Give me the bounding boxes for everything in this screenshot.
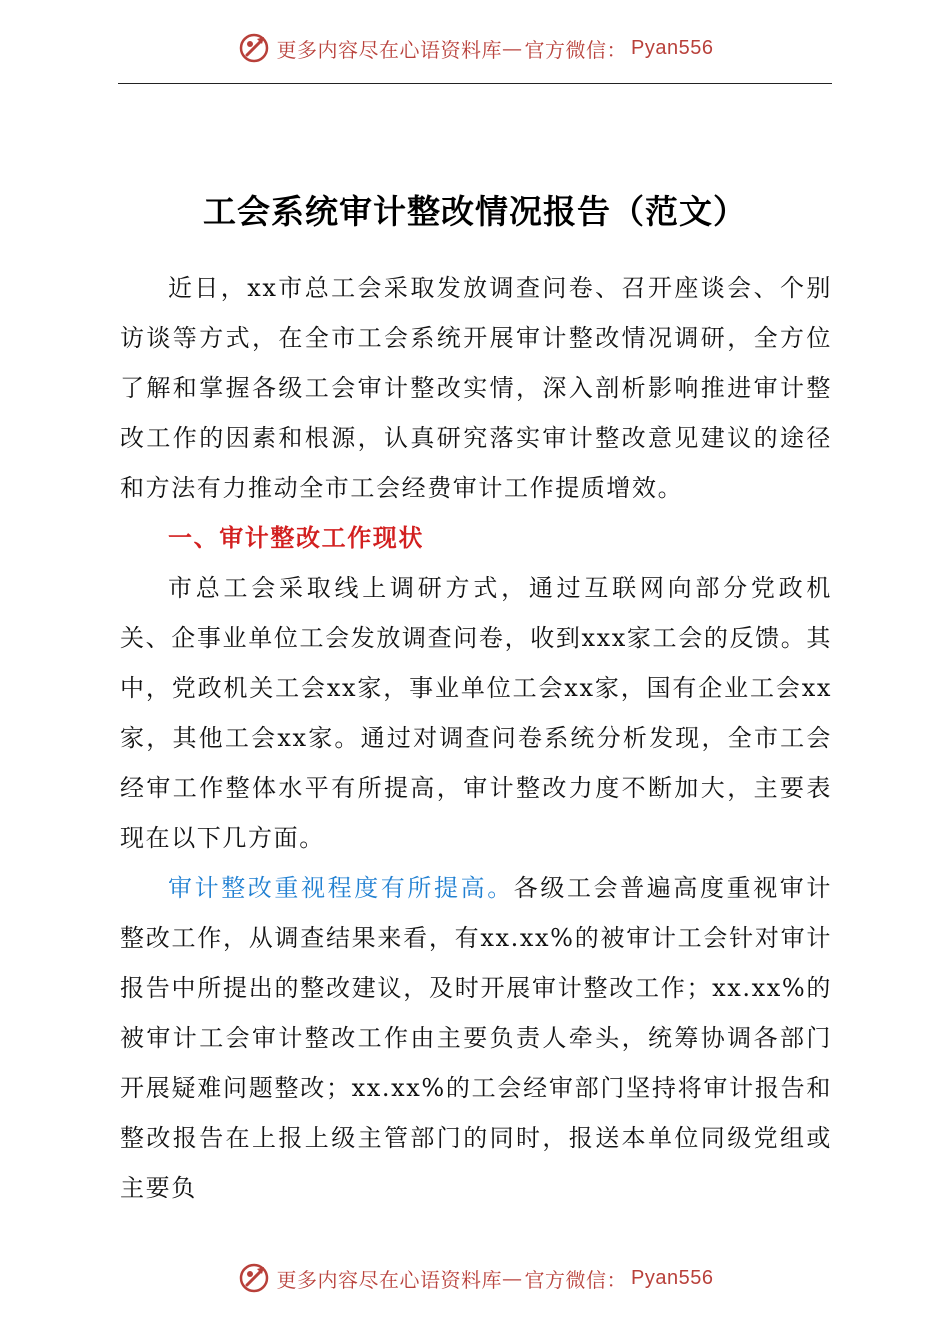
watermark-separator: — xyxy=(502,1266,523,1290)
section-heading-text: 一、审计整改工作现状 xyxy=(168,524,424,552)
watermark-handle: Pyan556 xyxy=(631,36,714,59)
section-heading xyxy=(120,513,832,563)
point-paragraph xyxy=(120,863,832,1213)
header-divider xyxy=(118,83,832,84)
watermark-separator: — xyxy=(502,36,523,60)
watermark-text: 更多内容尽在心语资料库 xyxy=(276,37,503,62)
footer-watermark xyxy=(0,1258,950,1298)
point-text: 各级工会普遍高度重视审计整改工作，从调查结果来看，有xx.xx%的被审计工会针对审计报告中所提出的整改建议，及时开展审计整改工作；xx.xx%的被审计工会审计整改工作由主要负责人牵头，统筹协调各部门开展疑难问题整改；xx.xx%的工会经审部门坚持将审计报告和整改报告在上报上级主管部门的同时，报送本单位同级党组或主要负 xyxy=(120,874,832,1202)
document-title: 工会系统审计整改情况报告（范文） xyxy=(203,192,747,231)
intro-paragraph: 近日，xx市总工会采取发放调查问卷、召开座谈会、个别访谈等方式，在全市工会系统开展审计整改情况调研，全方位了解和掌握各级工会审计整改实情，深入剖析影响推进审计整改工作的因素和根源，认真研究落实审计整改意见建议的途径和方法有力推动全市工会经费审计工作提质增效。 xyxy=(120,274,832,502)
watermark-text: 更多内容尽在心语资料库 xyxy=(276,1267,503,1292)
watermark-label: 官方微信： xyxy=(524,1267,628,1292)
watermark-label: 官方微信： xyxy=(524,37,628,62)
header-watermark xyxy=(0,28,950,68)
point-lead: 审计整改重视程度有所提高。 xyxy=(168,874,514,902)
watermark-logo-icon xyxy=(237,1261,271,1295)
watermark-logo-icon xyxy=(237,31,271,65)
document-body xyxy=(120,263,832,1213)
section-paragraph: 市总工会采取线上调研方式，通过互联网向部分党政机关、企事业单位工会发放调查问卷，收到xxx家工会的反馈。其中，党政机关工会xx家，事业单位工会xx家，国有企业工会xx家，其他工会xx家。通过对调查问卷系统分析发现，全市工会经审工作整体水平有所提高，审计整改力度不断加大，主要表现在以下几方面。 xyxy=(120,574,832,852)
watermark-handle: Pyan556 xyxy=(631,1266,714,1289)
